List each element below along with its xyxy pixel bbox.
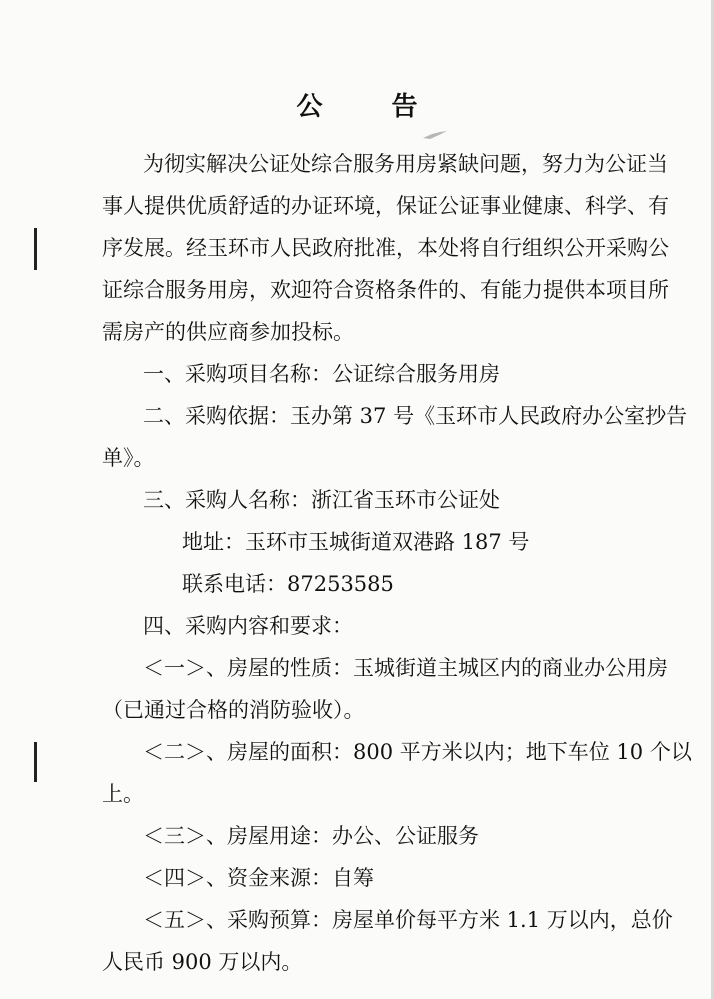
requirement-line: ＜五＞、采购预算：房屋单价每平方米 1.1 万以内，总价 bbox=[143, 908, 673, 932]
document-title: 公 告 bbox=[296, 92, 448, 122]
section-line: 单》。 bbox=[102, 446, 155, 470]
ink-smudge-icon bbox=[422, 130, 448, 140]
requirement-line: ＜四＞、资金来源：自筹 bbox=[143, 866, 374, 890]
paragraph-line: 为彻实解决公证处综合服务用房紧缺问题，努力为公证当 bbox=[143, 152, 668, 176]
paragraph-line: 事人提供优质舒适的办证环境，保证公证事业健康、科学、有 bbox=[102, 194, 669, 218]
requirement-line: 上。 bbox=[102, 782, 144, 806]
requirement-line: ＜二＞、房屋的面积：800 平方米以内；地下车位 10 个以 bbox=[143, 740, 692, 764]
margin-mark-bottom bbox=[34, 742, 37, 782]
phone-line: 联系电话：87253585 bbox=[182, 572, 394, 596]
requirement-line: ＜一＞、房屋的性质：玉城街道主城区内的商业办公用房 bbox=[143, 656, 668, 680]
requirement-line: 人民币 900 万以内。 bbox=[102, 950, 303, 974]
paragraph-line: 序发展。经玉环市人民政府批准，本处将自行组织公开采购公 bbox=[102, 236, 669, 260]
margin-mark-top bbox=[34, 228, 37, 270]
address-line: 地址：玉环市玉城街道双港路 187 号 bbox=[182, 530, 530, 554]
paragraph-line: 证综合服务用房，欢迎符合资格条件的、有能力提供本项目所 bbox=[102, 278, 669, 302]
section-line: 一、采购项目名称：公证综合服务用房 bbox=[143, 362, 500, 386]
requirement-line: ＜三＞、房屋用途：办公、公证服务 bbox=[143, 824, 479, 848]
requirement-line: （已通过合格的消防验收）。 bbox=[102, 698, 365, 722]
section-line: 四、采购内容和要求： bbox=[143, 614, 353, 638]
paragraph-line: 需房产的供应商参加投标。 bbox=[102, 320, 354, 344]
section-line: 三、采购人名称：浙江省玉环市公证处 bbox=[143, 488, 500, 512]
section-line: 二、采购依据：玉办第 37 号《玉环市人民政府办公室抄告 bbox=[143, 404, 688, 428]
